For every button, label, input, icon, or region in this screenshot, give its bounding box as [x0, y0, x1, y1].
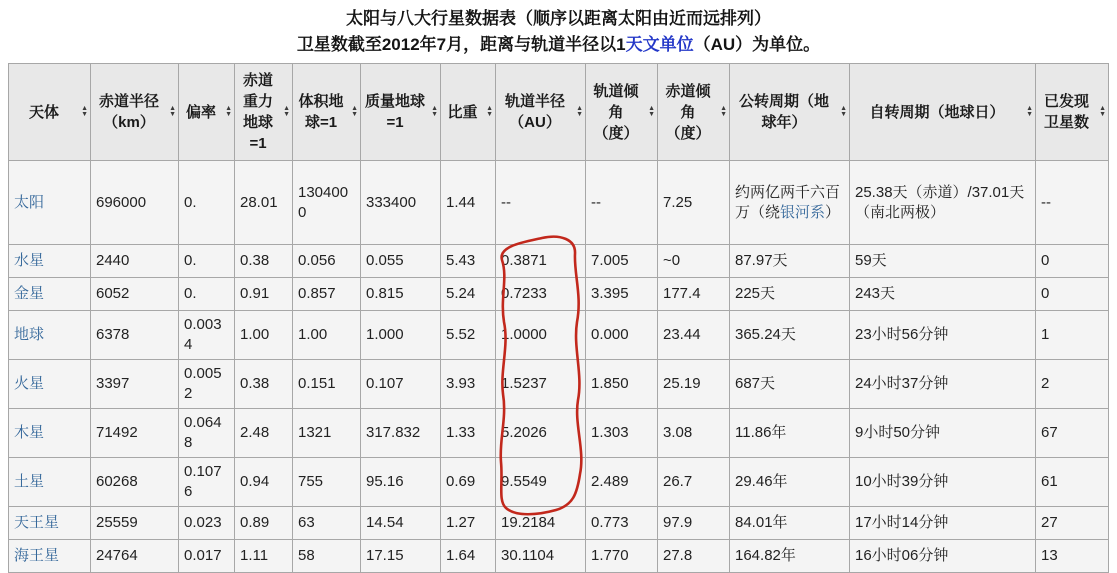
data-cell: 0.69: [441, 458, 496, 507]
column-header-6[interactable]: [441, 64, 496, 161]
data-cell: 0.: [179, 245, 235, 278]
body-name-cell: [9, 540, 91, 573]
data-cell: 0.89: [235, 507, 293, 540]
sort-icon[interactable]: [283, 106, 290, 118]
column-header-3[interactable]: [235, 64, 293, 161]
data-cell: 0.38: [235, 360, 293, 409]
data-cell: --: [586, 161, 658, 245]
data-cell: 0.017: [179, 540, 235, 573]
sort-up-arrow-icon: ▲: [283, 105, 290, 112]
sort-down-arrow-icon: ▼: [169, 111, 176, 118]
sort-up-arrow-icon: ▲: [840, 105, 847, 112]
data-cell: 19.2184: [496, 507, 586, 540]
column-header-0[interactable]: [9, 64, 91, 161]
column-header-label: 赤道重力地球=1: [242, 72, 273, 152]
sort-up-arrow-icon: ▲: [1099, 105, 1106, 112]
sort-up-arrow-icon: ▲: [351, 105, 358, 112]
body-link-天王星[interactable]: 天王星: [14, 514, 60, 531]
data-cell: 0.91: [235, 278, 293, 311]
column-header-label: 公转周期（地球年）: [738, 93, 829, 131]
data-cell: 84.01年: [730, 507, 850, 540]
data-cell: 16小时06分钟: [850, 540, 1036, 573]
title-line2-suffix: （AU）为单位。: [693, 35, 821, 54]
data-cell: --: [1036, 161, 1109, 245]
data-cell: 27.8: [658, 540, 730, 573]
data-cell: 59天: [850, 245, 1036, 278]
data-cell: 0.: [179, 278, 235, 311]
sort-up-arrow-icon: ▲: [576, 105, 583, 112]
sort-up-arrow-icon: ▲: [225, 105, 232, 112]
column-header-12[interactable]: [1036, 64, 1109, 161]
table-row-天王星: [9, 507, 1109, 540]
column-header-label: 赤道半径（km）: [98, 93, 159, 131]
data-cell: 365.24天: [730, 311, 850, 360]
sort-icon[interactable]: [840, 106, 847, 118]
table-header: [9, 64, 1109, 161]
sort-down-arrow-icon: ▼: [225, 111, 232, 118]
data-cell: 24764: [91, 540, 179, 573]
sort-icon[interactable]: [1026, 106, 1033, 118]
data-cell: 23.44: [658, 311, 730, 360]
data-cell: 2.48: [235, 409, 293, 458]
body-link-木星[interactable]: 木星: [14, 424, 45, 441]
data-cell: 0.3871: [496, 245, 586, 278]
data-cell: 1.44: [441, 161, 496, 245]
data-cell: 0.151: [293, 360, 361, 409]
table-row-海王星: [9, 540, 1109, 573]
data-cell: 1.000: [361, 311, 441, 360]
data-cell: 0: [1036, 245, 1109, 278]
body-link-火星[interactable]: 火星: [14, 375, 45, 392]
data-cell: 13: [1036, 540, 1109, 573]
data-cell: 60268: [91, 458, 179, 507]
column-header-7[interactable]: [496, 64, 586, 161]
data-cell: 17.15: [361, 540, 441, 573]
table-title-line1: 太阳与八大行星数据表（顺序以距离太阳由近而远排列）: [346, 9, 771, 28]
data-cell: [730, 161, 850, 245]
column-header-label: 轨道倾角（度）: [593, 82, 639, 142]
data-cell: 1.5237: [496, 360, 586, 409]
data-cell: 2440: [91, 245, 179, 278]
cell-text: 约两亿两千六百万（绕: [735, 183, 841, 221]
body-link-水星[interactable]: 水星: [14, 252, 45, 269]
data-cell: 225天: [730, 278, 850, 311]
sort-up-arrow-icon: ▲: [486, 105, 493, 112]
data-cell: 0.857: [293, 278, 361, 311]
sort-down-arrow-icon: ▼: [486, 111, 493, 118]
column-header-1[interactable]: [91, 64, 179, 161]
column-header-11[interactable]: [850, 64, 1036, 161]
table-title-line2: [0, 32, 1117, 58]
data-cell: 25559: [91, 507, 179, 540]
body-name-cell: [9, 278, 91, 311]
data-cell: 0.38: [235, 245, 293, 278]
body-link-土星[interactable]: 土星: [14, 473, 45, 490]
data-cell: 3.08: [658, 409, 730, 458]
data-cell: ~0: [658, 245, 730, 278]
body-link-地球[interactable]: 地球: [14, 326, 45, 343]
data-cell: 29.46年: [730, 458, 850, 507]
data-cell: 6052: [91, 278, 179, 311]
data-cell: 687天: [730, 360, 850, 409]
data-cell: 1.00: [293, 311, 361, 360]
data-cell: 0.0034: [179, 311, 235, 360]
table-row-太阳: [9, 161, 1109, 245]
header-row: [9, 64, 1109, 161]
sort-icon[interactable]: [486, 106, 493, 118]
data-cell: 2.489: [586, 458, 658, 507]
data-cell: 1.64: [441, 540, 496, 573]
data-cell: 6378: [91, 311, 179, 360]
data-cell: 5.2026: [496, 409, 586, 458]
table-row-火星: [9, 360, 1109, 409]
sort-down-arrow-icon: ▼: [648, 111, 655, 118]
column-header-5[interactable]: [361, 64, 441, 161]
column-header-label: 体积地球=1: [298, 93, 344, 131]
data-cell: 1321: [293, 409, 361, 458]
column-header-8[interactable]: [586, 64, 658, 161]
column-header-10[interactable]: [730, 64, 850, 161]
data-cell: 0.0648: [179, 409, 235, 458]
data-cell: 97.9: [658, 507, 730, 540]
data-cell: 1.850: [586, 360, 658, 409]
data-cell: 0.815: [361, 278, 441, 311]
data-cell: 164.82年: [730, 540, 850, 573]
column-header-label: 轨道半径（AU）: [504, 93, 565, 131]
sort-down-arrow-icon: ▼: [351, 111, 358, 118]
data-cell: 177.4: [658, 278, 730, 311]
sort-up-arrow-icon: ▲: [81, 105, 88, 112]
sort-icon[interactable]: [81, 106, 88, 118]
data-cell: 1.33: [441, 409, 496, 458]
data-cell: 27: [1036, 507, 1109, 540]
body-name-cell: [9, 360, 91, 409]
data-cell: 23小时56分钟: [850, 311, 1036, 360]
data-cell: 0.0052: [179, 360, 235, 409]
data-cell: 0.023: [179, 507, 235, 540]
data-cell: 25.19: [658, 360, 730, 409]
data-cell: 24小时37分钟: [850, 360, 1036, 409]
body-link-太阳[interactable]: 太阳: [14, 193, 45, 211]
table-row-木星: [9, 409, 1109, 458]
sort-down-arrow-icon: ▼: [1099, 111, 1106, 118]
sort-down-arrow-icon: ▼: [431, 111, 438, 118]
data-cell: 28.01: [235, 161, 293, 245]
sort-down-arrow-icon: ▼: [283, 111, 290, 118]
data-cell: 1.27: [441, 507, 496, 540]
table-row-水星: [9, 245, 1109, 278]
data-cell: 1: [1036, 311, 1109, 360]
data-cell: 0.7233: [496, 278, 586, 311]
data-cell: 1304000: [293, 161, 361, 245]
data-cell: 7.005: [586, 245, 658, 278]
column-header-2[interactable]: [179, 64, 235, 161]
column-header-4[interactable]: [293, 64, 361, 161]
data-cell: 0: [1036, 278, 1109, 311]
data-cell: 3397: [91, 360, 179, 409]
data-cell: 5.43: [441, 245, 496, 278]
cell-text: ）: [825, 203, 841, 221]
data-cell: 7.25: [658, 161, 730, 245]
data-cell: 2: [1036, 360, 1109, 409]
data-cell: 26.7: [658, 458, 730, 507]
column-header-label: 偏率: [185, 103, 216, 121]
data-cell: 1.0000: [496, 311, 586, 360]
data-cell: 10小时39分钟: [850, 458, 1036, 507]
body-name-cell: [9, 458, 91, 507]
planets-data-table: [8, 63, 1109, 573]
data-cell: 5.52: [441, 311, 496, 360]
data-cell: 3.93: [441, 360, 496, 409]
data-cell: 333400: [361, 161, 441, 245]
body-name-cell: [9, 409, 91, 458]
table-row-地球: [9, 311, 1109, 360]
data-cell: 71492: [91, 409, 179, 458]
data-cell: 0.: [179, 161, 235, 245]
data-cell: 5.24: [441, 278, 496, 311]
body-link-海王星[interactable]: 海王星: [14, 547, 60, 564]
sort-icon[interactable]: [225, 106, 232, 118]
astronomical-unit-link[interactable]: 天文单位: [625, 35, 694, 54]
sort-down-arrow-icon: ▼: [720, 111, 727, 118]
data-cell: 63: [293, 507, 361, 540]
sort-up-arrow-icon: ▲: [720, 105, 727, 112]
data-cell: 0.056: [293, 245, 361, 278]
body-name-cell: [9, 245, 91, 278]
data-cell: 1.770: [586, 540, 658, 573]
sort-icon[interactable]: [720, 106, 727, 118]
data-cell: 0.773: [586, 507, 658, 540]
data-cell: 1.00: [235, 311, 293, 360]
data-cell: 243天: [850, 278, 1036, 311]
sort-up-arrow-icon: ▲: [1026, 105, 1033, 112]
body-name-cell: [9, 311, 91, 360]
sort-icon[interactable]: [648, 106, 655, 118]
sort-icon[interactable]: [351, 106, 358, 118]
data-cell: 17小时14分钟: [850, 507, 1036, 540]
sort-down-arrow-icon: ▼: [576, 111, 583, 118]
data-cell: 11.86年: [730, 409, 850, 458]
sort-icon[interactable]: [169, 106, 176, 118]
column-header-label: 自转周期（地球日）: [869, 103, 1005, 121]
data-cell: 95.16: [361, 458, 441, 507]
sort-up-arrow-icon: ▲: [169, 105, 176, 112]
column-header-label: 已发现卫星数: [1043, 93, 1089, 131]
data-cell: 317.832: [361, 409, 441, 458]
data-cell: 0.1076: [179, 458, 235, 507]
table-row-金星: [9, 278, 1109, 311]
data-cell: 1.303: [586, 409, 658, 458]
sort-up-arrow-icon: ▲: [648, 105, 655, 112]
sort-down-arrow-icon: ▼: [81, 111, 88, 118]
data-cell: 61: [1036, 458, 1109, 507]
data-cell: 25.38天（赤道）/37.01天（南北两极）: [850, 161, 1036, 245]
data-cell: 30.1104: [496, 540, 586, 573]
data-cell: 9小时50分钟: [850, 409, 1036, 458]
sort-icon[interactable]: [431, 106, 438, 118]
data-cell: 0.000: [586, 311, 658, 360]
body-link-金星[interactable]: 金星: [14, 285, 45, 302]
data-cell: 3.395: [586, 278, 658, 311]
data-cell: 0.055: [361, 245, 441, 278]
data-cell: 1.11: [235, 540, 293, 573]
data-cell: --: [496, 161, 586, 245]
data-cell: 0.94: [235, 458, 293, 507]
table-body: [9, 161, 1109, 573]
table-row-土星: [9, 458, 1109, 507]
data-cell: 67: [1036, 409, 1109, 458]
data-cell: 87.97天: [730, 245, 850, 278]
column-header-label: 天体: [28, 103, 59, 121]
data-cell: 9.5549: [496, 458, 586, 507]
column-header-9[interactable]: [658, 64, 730, 161]
data-cell: 755: [293, 458, 361, 507]
sort-down-arrow-icon: ▼: [1026, 111, 1033, 118]
column-header-label: 比重: [447, 103, 478, 121]
column-header-label: 赤道倾角（度）: [665, 82, 711, 142]
sort-icon[interactable]: [1099, 106, 1106, 118]
title-line2-prefix: 卫星数截至2012年7月，距离与轨道半径以1: [296, 35, 626, 54]
cell-inline-link-银河系[interactable]: 银河系: [780, 203, 826, 221]
body-name-cell: [9, 507, 91, 540]
data-cell: 14.54: [361, 507, 441, 540]
page-title-block: [0, 0, 1117, 58]
body-name-cell: [9, 161, 91, 245]
sort-up-arrow-icon: ▲: [431, 105, 438, 112]
sort-down-arrow-icon: ▼: [840, 111, 847, 118]
data-cell: 58: [293, 540, 361, 573]
sort-icon[interactable]: [576, 106, 583, 118]
data-cell: 0.107: [361, 360, 441, 409]
column-header-label: 质量地球=1: [365, 93, 426, 131]
data-cell: 696000: [91, 161, 179, 245]
